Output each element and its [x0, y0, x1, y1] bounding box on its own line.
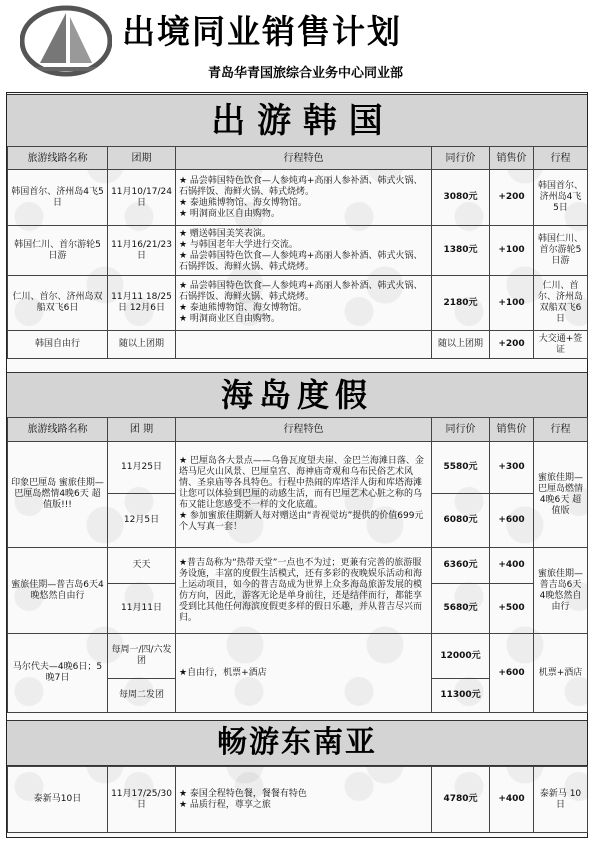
sale-price: +600 [490, 494, 534, 548]
trade-price: 3080元 [432, 170, 490, 226]
table-header-row [8, 147, 588, 170]
tour-date: 11月11 18/25日 12月6日 [108, 276, 176, 331]
col-sale-price: 销售价 [490, 418, 534, 442]
feature-line: ★ 与韩国老年大学进行交流。 [179, 239, 298, 250]
col-itinerary: 行程 [534, 418, 588, 442]
trade-price: 4780元 [432, 767, 490, 833]
table-row [8, 331, 588, 359]
tour-date: 12月5日 [108, 494, 176, 548]
table-row [8, 276, 588, 331]
sea-table [7, 766, 588, 833]
table-header-row [8, 418, 588, 442]
trade-price: 5580元 [432, 442, 490, 494]
itinerary: 机票+酒店 [534, 634, 588, 713]
sailboat-logo-icon [20, 5, 112, 77]
table-row [8, 634, 588, 679]
tour-date: 天天 [108, 548, 176, 584]
col-features: 行程特色 [176, 418, 432, 442]
feature-line: ★ 品尝韩国特色饮食—人参炖鸡+高丽人参补酒、韩式火锅、石锅拌饭、海鲜火锅、韩式烧烤。 [179, 175, 423, 197]
sale-price: +400 [490, 767, 534, 833]
table-row [8, 226, 588, 276]
col-trade-price: 同行价 [432, 418, 490, 442]
trade-price: 6360元 [432, 548, 490, 584]
col-route: 旅游线路名称 [8, 418, 108, 442]
features [176, 442, 432, 548]
feature-line: ★ 赠送韩国美笑表演。 [179, 228, 271, 239]
table-row [8, 442, 588, 494]
sale-price: +100 [490, 276, 534, 331]
route-name: 韩国仁川、首尔游轮5日游 [8, 226, 108, 276]
tour-date: 随以上团期 [108, 331, 176, 359]
sale-price: +200 [490, 331, 534, 359]
section-title-island: 海岛度假 [7, 372, 587, 418]
features [176, 226, 432, 276]
table-row [8, 767, 588, 833]
features [176, 634, 432, 713]
section-title-korea: 出 游 韩 国 [7, 94, 587, 148]
route-name: 韩国自由行 [8, 331, 108, 359]
feature-line: ★ 品尝韩国特色饮食—人参炖鸡+高丽人参补酒、韩式火锅、石锅拌饭、海鲜火锅、韩式烧烤。 [179, 281, 423, 302]
route-name: 蜜旅佳期—普吉岛6天4晚悠然自由行 [8, 548, 108, 634]
page-subtitle: 青岛华青国旅综合业务中心同业部 [208, 66, 404, 81]
header [0, 0, 595, 90]
itinerary: 韩国仁川、首尔游轮5日游 [534, 226, 588, 276]
feature-line: ★ 泰迪熊博物馆、海女博物馆。 [179, 197, 307, 208]
itinerary: 蜜旅佳期—普吉岛6天4晚悠然自由行 [534, 548, 588, 634]
feature-line: ★ 巴厘岛各大景点——乌鲁瓦度望夫崖、金巴兰海滩日落、金塔马尼火山风景、巴厘皇宫、海神庙奇观和乌布民俗艺术风情、圣泉庙等各具特色。行程中热闹的库塔洋人街和库塔海滩让您可以体验到巴厘的动感生活，而有巴厘艺术心脏之称的乌布又能让您感受不一样的文化底蕴。 [179, 456, 424, 510]
trade-price: 6080元 [432, 494, 490, 548]
features [176, 331, 432, 359]
col-trade-price: 同行价 [432, 147, 490, 170]
trade-price: 1380元 [432, 226, 490, 276]
col-itinerary: 行程 [534, 147, 588, 170]
feature-line: ★ 参加蜜旅佳期新人每对赠送由“青视觉坊”提供的价值699元个人写真一套！ [179, 511, 424, 532]
trade-price: 5680元 [432, 584, 490, 634]
features [176, 170, 432, 226]
korea-table [7, 146, 588, 359]
tour-date: 每周一/四/六发团 [108, 634, 176, 679]
col-date: 团 期 [108, 418, 176, 442]
feature-line: ★ 泰国全程特色餐，餐餐有特色 [179, 788, 307, 799]
col-route: 旅游线路名称 [8, 147, 108, 170]
sale-price: +400 [490, 548, 534, 584]
sale-price: +200 [490, 170, 534, 226]
col-features: 行程特色 [176, 147, 432, 170]
trade-price: 11300元 [432, 679, 490, 713]
page-title: 出境同业销售计划 [122, 12, 402, 51]
sale-price: +300 [490, 442, 534, 494]
island-table [7, 417, 588, 713]
route-name: 韩国首尔、济州岛4飞5日 [8, 170, 108, 226]
feature-line: ★自由行，机票+酒店 [179, 667, 267, 678]
sale-price: +600 [490, 634, 534, 713]
tour-date: 11月25日 [108, 442, 176, 494]
trade-price: 2180元 [432, 276, 490, 331]
sale-price: +500 [490, 584, 534, 634]
table-row [8, 548, 588, 584]
itinerary: 蜜旅佳期—巴厘岛燃情4晚6天 超值版 [534, 442, 588, 548]
table-row [8, 170, 588, 226]
itinerary: 韩国首尔、济州岛4飞5日 [534, 170, 588, 226]
section-title-southeast-asia: 畅游东南亚 [7, 720, 587, 766]
route-name: 仁川、首尔、济州岛双船双飞6日 [8, 276, 108, 331]
tour-date: 11月16/21/23日 [108, 226, 176, 276]
itinerary: 大交通+签证 [534, 331, 588, 359]
trade-price: 随以上团期 [432, 331, 490, 359]
feature-line: ★ 品尝韩国特色饮食—人参炖鸡+高丽人参补酒、韩式火锅、石锅拌饭、海鲜火锅、韩式烧烤。 [179, 250, 423, 272]
features [176, 548, 432, 634]
features [176, 767, 432, 833]
tour-date: 11月17/25/30日 [108, 767, 176, 833]
feature-line: ★ 泰迪熊博物馆、海女博物馆。 [179, 303, 307, 313]
features [176, 276, 432, 331]
feature-line: ★ 品质行程，尊享之旅 [179, 799, 271, 810]
feature-line: ★ 明洞商业区自由购物。 [179, 208, 280, 219]
tour-date: 每周二发团 [108, 679, 176, 713]
col-date: 团期 [108, 147, 176, 170]
itinerary: 仁川、首尔、济州岛双船双飞6日 [534, 276, 588, 331]
route-name: 印象巴厘岛 蜜旅佳期—巴厘岛燃情4晚6天 超值版!!! [8, 442, 108, 548]
feature-line: ★普吉岛称为“热带天堂”一点也不为过；更兼有完善的旅游服务设施，丰富的度假生活模式，还有多彩的夜晚娱乐活动和海上运动项目，如今的普吉岛成为世界上众多海岛旅游发展的模仿方向，因此，游客无论是单身前往，还是结伴而行，都能享受到比其他任何海滨度假更多样的假日乐趣，并从普吉尽兴而归。 [179, 557, 423, 623]
itinerary: 泰新马 10日 [534, 767, 588, 833]
col-sale-price: 销售价 [490, 147, 534, 170]
tour-date: 11月11日 [108, 584, 176, 634]
sale-price: +100 [490, 226, 534, 276]
feature-line: ★ 明洞商业区自由购物。 [179, 314, 280, 324]
tour-date: 11月10/17/24日 [108, 170, 176, 226]
trade-price: 12000元 [432, 634, 490, 679]
route-name: 泰新马10日 [8, 767, 108, 833]
route-name: 马尔代夫—4晚6日；5晚7日 [8, 634, 108, 713]
